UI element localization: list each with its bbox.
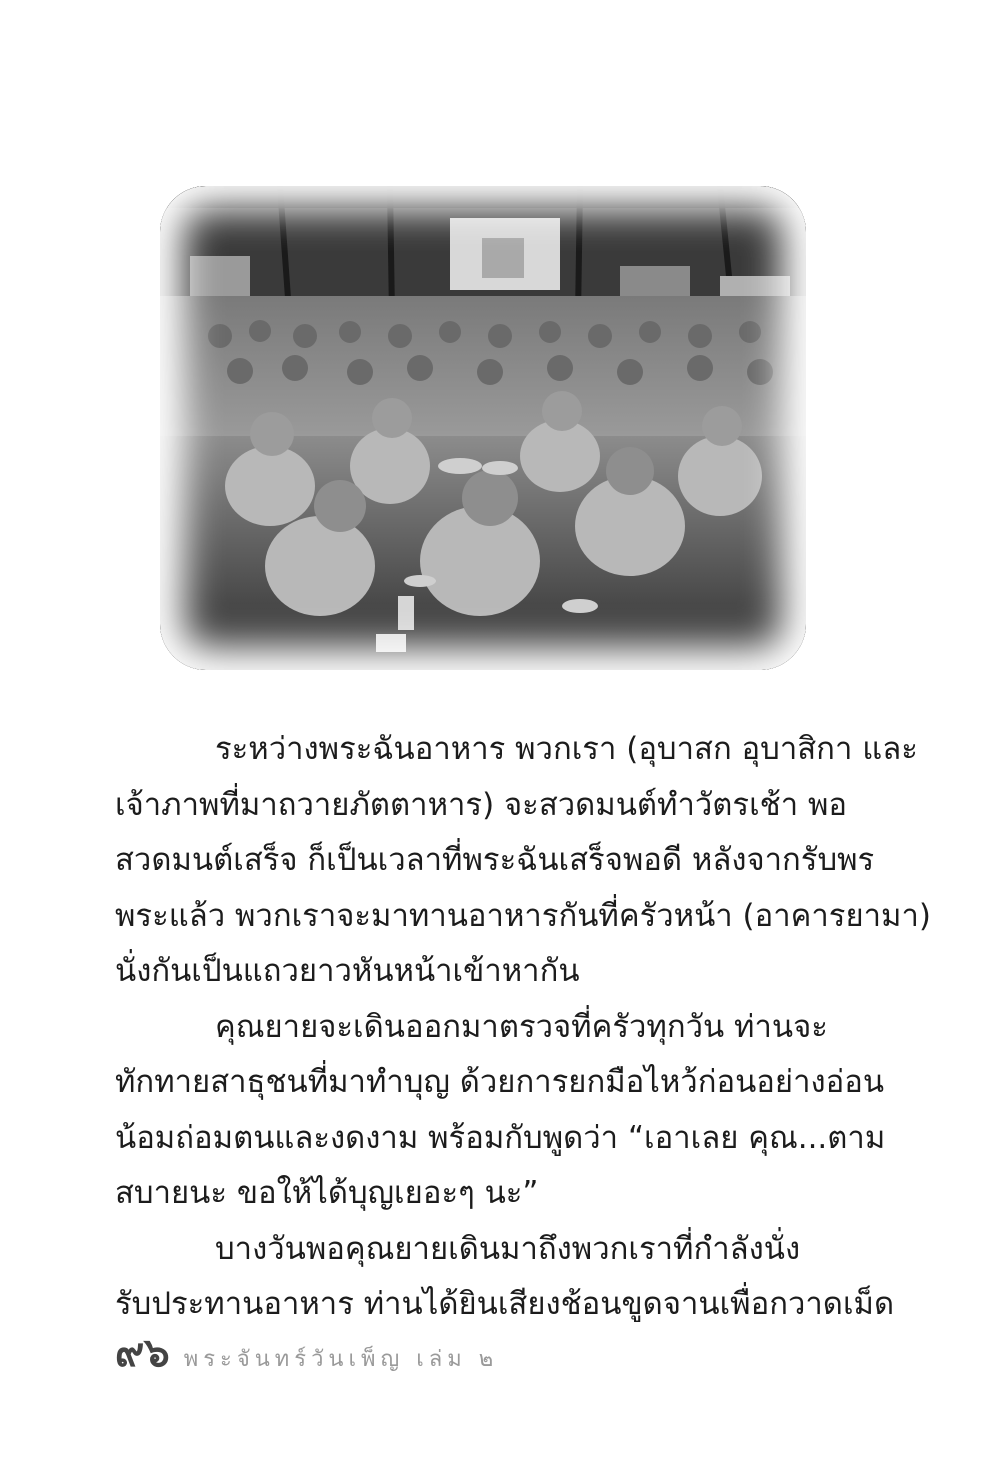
page-footer bbox=[115, 1320, 498, 1380]
text-line: ทักทายสาธุชนที่มาทำบุญ ด้วยการยกมือไหว้ก่อนอย่างอ่อน bbox=[115, 1064, 885, 1100]
text-line: ระหว่างพระฉันอาหาร พวกเรา (อุบาสก อุบาสิกา และ bbox=[215, 731, 918, 767]
book-title: พระจันทร์วันเพ็ญ เล่ม ๒ bbox=[183, 1347, 499, 1372]
text-line: เจ้าภาพที่มาถวายภัตตาหาร) จะสวดมนต์ทำวัตรเช้า พอ bbox=[115, 786, 848, 823]
text-line: นั่งกันเป็นแถวยาวหันหน้าเข้าหากัน bbox=[115, 953, 580, 989]
text-line: น้อมถ่อมตนและงดงาม พร้อมกับพูดว่า “เอาเลย คุณ...ตาม bbox=[115, 1119, 886, 1156]
paragraph-2 bbox=[115, 1000, 886, 1222]
text-line: คุณยายจะเดินออกมาตรวจที่ครัวทุกวัน ท่านจะ bbox=[215, 1008, 828, 1045]
text-line: สวดมนต์เสร็จ ก็เป็นเวลาที่พระฉันเสร็จพอดี หลังจากรับพร bbox=[115, 842, 875, 878]
monks-meal-photo bbox=[160, 186, 806, 670]
page-number: ๙๖ bbox=[115, 1329, 170, 1376]
paragraph-1 bbox=[115, 722, 931, 1000]
text-line: บางวันพอคุณยายเดินมาถึงพวกเราที่กำลังนั่ง bbox=[215, 1230, 801, 1267]
body-text bbox=[115, 722, 931, 1333]
text-line: พระแล้ว พวกเราจะมาทานอาหารกันที่ครัวหน้า (อาคารยามา) bbox=[115, 897, 931, 934]
photo-illustration bbox=[160, 186, 806, 670]
text-line: รับประทานอาหาร ท่านได้ยินเสียงช้อนขูดจานเพื่อกวาดเม็ด bbox=[115, 1286, 895, 1322]
text-line: สบายนะ ขอให้ได้บุญเยอะๆ นะ” bbox=[115, 1175, 539, 1211]
paragraph-3 bbox=[115, 1222, 895, 1333]
